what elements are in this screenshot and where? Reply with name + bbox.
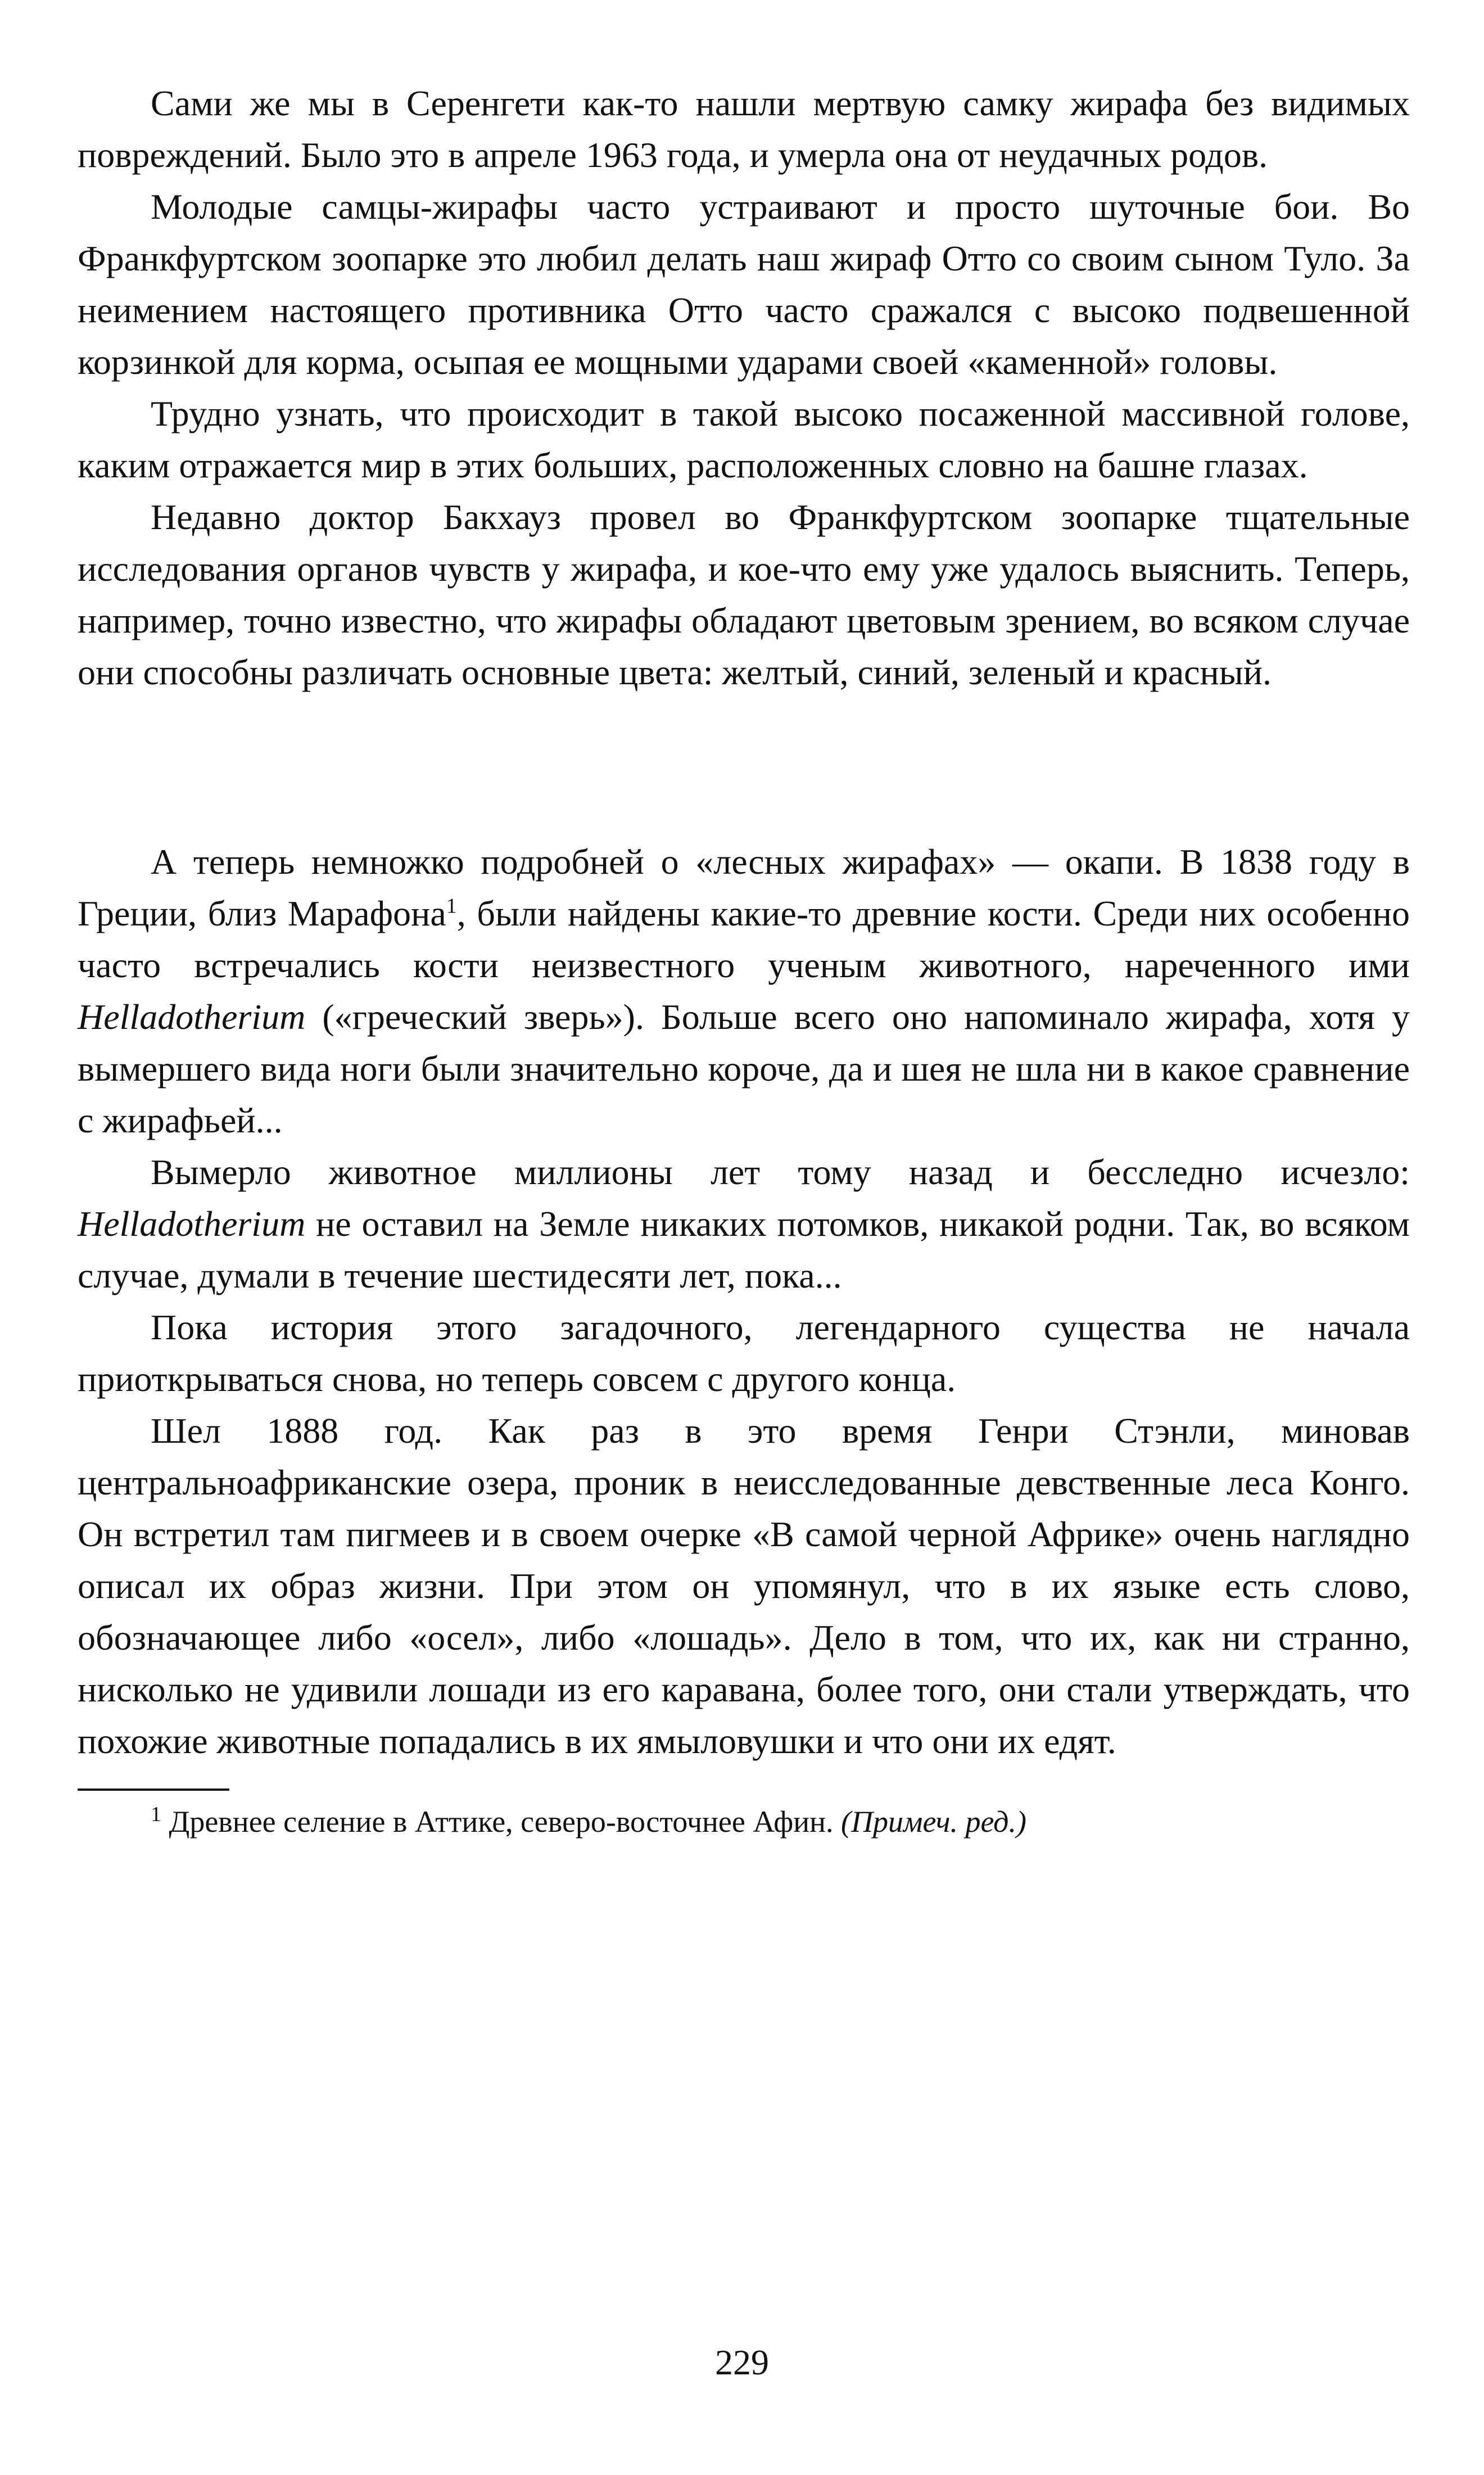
page-body <box>78 78 1410 1841</box>
okapi-text-c: («греческий зверь»). Больше всего оно напоминало жирафа, хотя у вымершего вида ноги были значительно короче, да и шея не шла ни в какое сравнение с жирафьей... <box>78 997 1410 1140</box>
footnote-text: Древнее селение в Аттике, северо-восточнее Афин. <box>161 1805 841 1839</box>
footnote-reference: 1 <box>446 894 457 918</box>
footnote-divider <box>78 1788 229 1791</box>
footnote-editor-note: (Примеч. ред.) <box>841 1805 1026 1839</box>
paragraph-backhaus: Недавно доктор Бакхауз провел во Франкфуртском зоопарке тщательные исследования органов чувств у жирафа, и кое-что ему уже удалось выяснить. Теперь, например, точно известно, что жирафы обладают цветовым зрением, во всяком случае они способны различать основные цвета: желтый, синий, зеленый и красный. <box>78 497 1410 692</box>
paragraph-extinct <box>78 1146 1410 1302</box>
paragraph-okapi <box>78 836 1410 1146</box>
paragraph-mystery: Пока история этого загадочного, легендарного существа не начала приоткрываться снова, но теперь совсем с другого конца. <box>78 1307 1410 1399</box>
page-number: 229 <box>715 2342 769 2382</box>
paragraph-head: Трудно узнать, что происходит в такой высоко посаженной массивной голове, каким отражается мир в этих больших, расположенных словно на башне глазах. <box>78 394 1410 485</box>
extinct-text-b: не оставил на Земле никаких потомков, никакой родни. Так, во всяком случае, думали в течение шестидесяти лет, пока... <box>78 1204 1410 1295</box>
extinct-species-name: Helladotherium <box>78 1204 306 1244</box>
paragraph-otto: Молодые самцы-жирафы часто устраивают и просто шуточные бои. Во Франкфуртском зоопарке это любил делать наш жираф Отто со своим сыном Туло. За неимением настоящего противника Отто часто сражался с высоко подвешенной корзинкой для корма, осыпая ее мощными ударами своей «каменной» головы. <box>78 187 1410 382</box>
extinct-text-a: Вымерло животное миллионы лет тому назад и бесследно исчезло: <box>151 1152 1410 1192</box>
footnote-marker: 1 <box>151 1803 161 1826</box>
okapi-species-name: Helladotherium <box>78 997 306 1037</box>
section-break <box>78 698 1410 836</box>
paragraph-serengeti: Сами же мы в Серенгети как-то нашли мертвую самку жирафа без видимых повреждений. Было это в апреле 1963 года, и умерла она от неудачных родов. <box>78 83 1410 175</box>
footnote <box>78 1802 1410 1841</box>
okapi-text-b: , были найдены какие-то древние кости. Среди них особенно часто встречались кости неизвестного ученым животного, нареченного ими <box>78 893 1410 985</box>
okapi-text-a: А теперь немножко подробней о «лесных жирафах» — окапи. В 1838 году в Греции, близ Марафона <box>78 842 1410 933</box>
paragraph-stanley: Шел 1888 год. Как раз в это время Генри Стэнли, миновав центральноафриканские озера, проник в неисследованные девственные леса Конго. Он встретил там пигмеев и в своем очерке «В самой черной Африке» очень наглядно описал их образ жизни. При этом он упомянул, что в их языке есть слово, обозначающее либо «осел», либо «лошадь». Дело в том, что их, как ни странно, нисколько не удивили лошади из его каравана, более того, они стали утверждать, что похожие животные попадались в их ямыловушки и что они их едят. <box>78 1411 1410 1761</box>
